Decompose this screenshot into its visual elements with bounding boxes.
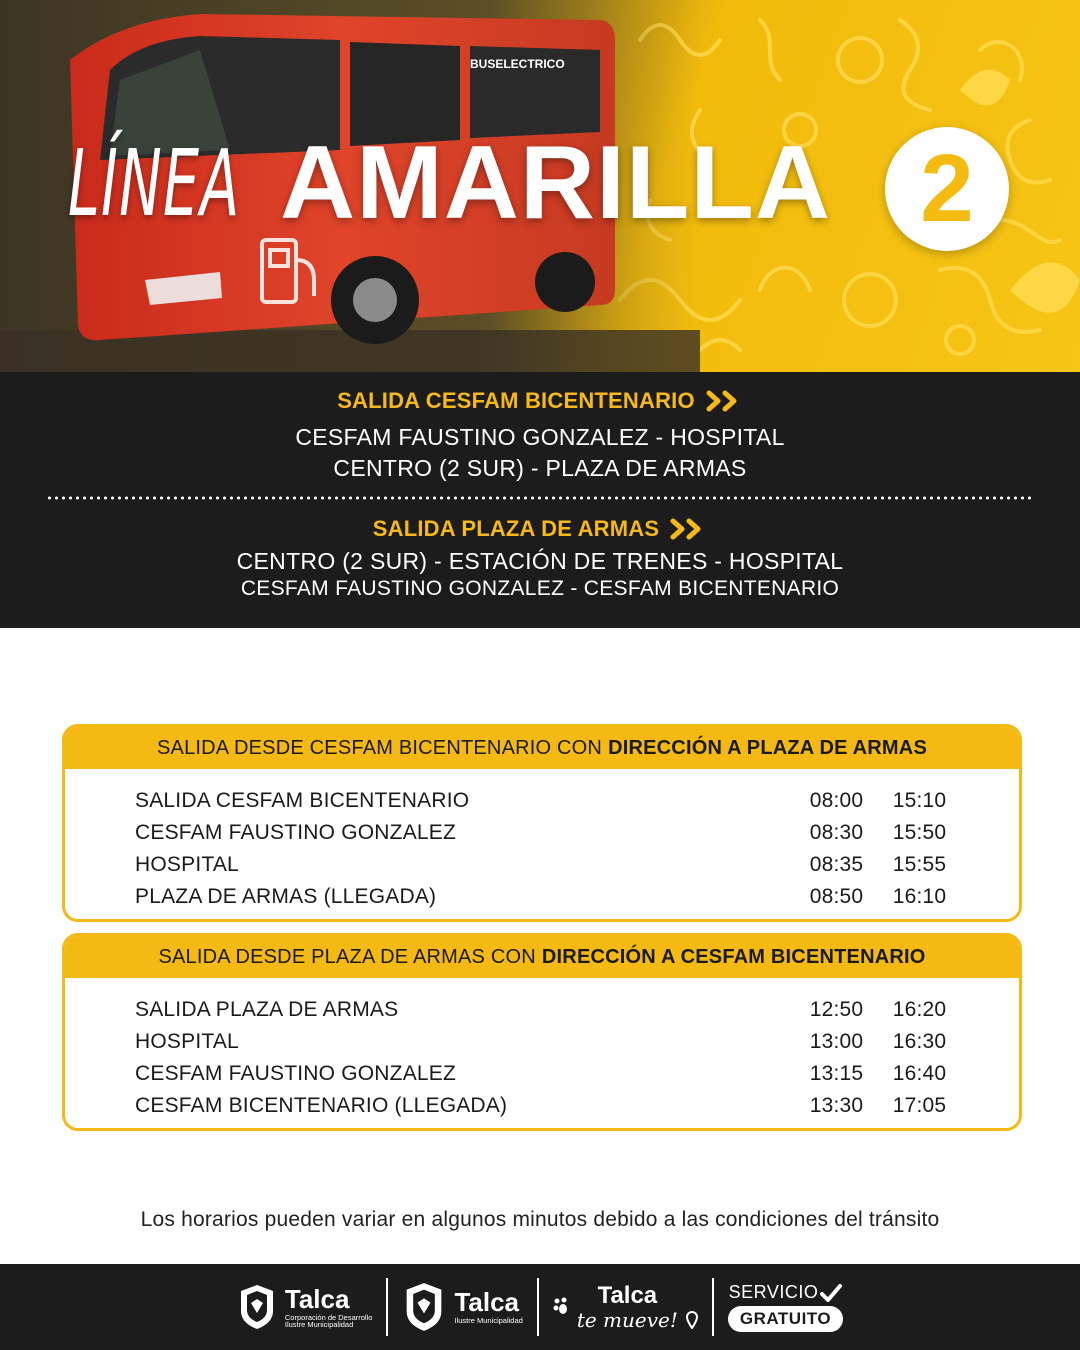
time-2: 16:30: [892, 1030, 947, 1053]
table-row: [65, 817, 1019, 849]
logo-municipalidad: [402, 1281, 522, 1333]
time-1: 12:50: [809, 998, 864, 1021]
separator: [537, 1278, 539, 1336]
gratuito-pill: GRATUITO: [728, 1306, 843, 1332]
stop-name: SALIDA CESFAM BICENTENARIO: [135, 789, 470, 812]
separator: [386, 1278, 388, 1336]
time-1: 13:30: [809, 1094, 864, 1117]
route-info: [0, 372, 1080, 628]
table-row: [65, 881, 1019, 913]
route-inbound-line1: CENTRO (2 SUR) - ESTACIÓN DE TRENES - HOSPITAL: [236, 548, 844, 574]
crest-icon: [402, 1281, 446, 1333]
table-row: [65, 994, 1019, 1026]
logo3-name: Talca: [597, 1282, 658, 1309]
location-pin-icon: [686, 1311, 698, 1329]
logo1-sub2: Ilustre Municipalidad: [284, 1320, 354, 1329]
header-bold: DIRECCIÓN A CESFAM BICENTENARIO: [541, 945, 926, 968]
table-row: [65, 1058, 1019, 1090]
double-chevron-icon: [669, 518, 707, 540]
time-2: 15:50: [892, 821, 947, 844]
route-inbound: [0, 516, 1080, 601]
time-2: 17:05: [892, 1094, 947, 1117]
header-regular: SALIDA DESDE PLAZA DE ARMAS CON: [158, 945, 536, 968]
schedule-card-to-cesfam: [62, 933, 1022, 1131]
route-outbound-line1: CESFAM FAUSTINO GONZALEZ - HOSPITAL: [295, 424, 785, 450]
stop-name: SALIDA PLAZA DE ARMAS: [135, 998, 399, 1021]
title-script: LÍNEA: [68, 129, 241, 237]
title-bold: AMARILLA: [280, 124, 832, 241]
route-outbound-title: SALIDA CESFAM BICENTENARIO: [337, 388, 695, 413]
logo-corporacion: [237, 1283, 373, 1331]
time-1: 08:35: [809, 853, 864, 876]
logo1-name: Talca: [284, 1283, 350, 1314]
stop-name: HOSPITAL: [135, 1030, 239, 1053]
route-inbound-title: SALIDA PLAZA DE ARMAS: [372, 516, 660, 541]
schedule-card-to-plaza: [62, 724, 1022, 922]
schedule-card-header: [65, 936, 1019, 978]
crest-icon: [237, 1283, 277, 1331]
route-outbound: [0, 388, 1080, 482]
time-1: 13:15: [809, 1062, 864, 1085]
logo3-sub: te mueve!: [576, 1308, 678, 1332]
hero-banner: [0, 0, 1080, 372]
logo2-sub: Ilustre Municipalidad: [454, 1316, 523, 1326]
logo-talca-te-mueve: [553, 1284, 698, 1330]
route-inbound-heading: [0, 516, 1080, 542]
footer-logos: [0, 1264, 1080, 1350]
logo1-sub1: Corporación de Desarrollo: [284, 1312, 373, 1322]
dotted-divider: [46, 496, 1034, 500]
servicio-gratuito-badge: [728, 1282, 843, 1332]
table-row: [65, 785, 1019, 817]
servicio-label: SERVICIO: [728, 1282, 819, 1302]
hero-title: [68, 118, 831, 248]
stop-name: CESFAM FAUSTINO GONZALEZ: [135, 821, 457, 844]
schedule-card-header: [65, 727, 1019, 769]
table-row: [65, 849, 1019, 881]
time-2: 16:10: [892, 885, 947, 908]
table-row: [65, 1026, 1019, 1058]
route-inbound-line2: CESFAM FAUSTINO GONZALEZ - CESFAM BICENTENARIO: [240, 577, 840, 600]
stop-name: HOSPITAL: [135, 853, 239, 876]
time-2: 15:55: [892, 853, 947, 876]
line-number: 2: [920, 135, 974, 242]
separator: [712, 1278, 714, 1336]
paw-icon: [553, 1297, 569, 1317]
stop-name: CESFAM FAUSTINO GONZALEZ: [135, 1062, 457, 1085]
time-2: 15:10: [892, 789, 947, 812]
stop-name: PLAZA DE ARMAS (LLEGADA): [135, 885, 437, 908]
checkmark-icon: [820, 1283, 842, 1303]
line-number-badge: [885, 127, 1009, 251]
header-bold: DIRECCIÓN A PLAZA DE ARMAS: [608, 736, 927, 759]
time-1: 08:00: [809, 789, 864, 812]
time-1: 13:00: [809, 1030, 864, 1053]
bus-brand: BUSELECTRICO: [470, 57, 565, 71]
time-2: 16:40: [892, 1062, 947, 1085]
header-regular: SALIDA DESDE CESFAM BICENTENARIO CON: [157, 736, 603, 759]
stop-name: CESFAM BICENTENARIO (LLEGADA): [135, 1094, 508, 1117]
time-2: 16:20: [892, 998, 947, 1021]
table-row: [65, 1090, 1019, 1122]
double-chevron-icon: [705, 390, 743, 412]
schedule-rows: [65, 769, 1019, 913]
logo2-name: Talca: [454, 1287, 519, 1318]
time-1: 08:50: [809, 885, 864, 908]
time-1: 08:30: [809, 821, 864, 844]
route-outbound-line2: CENTRO (2 SUR) - PLAZA DE ARMAS: [333, 455, 747, 481]
schedule-rows: [65, 978, 1019, 1122]
route-outbound-heading: [0, 388, 1080, 414]
schedule-note: Los horarios pueden variar en algunos minutos debido a las condiciones del tránsito: [140, 1208, 940, 1231]
